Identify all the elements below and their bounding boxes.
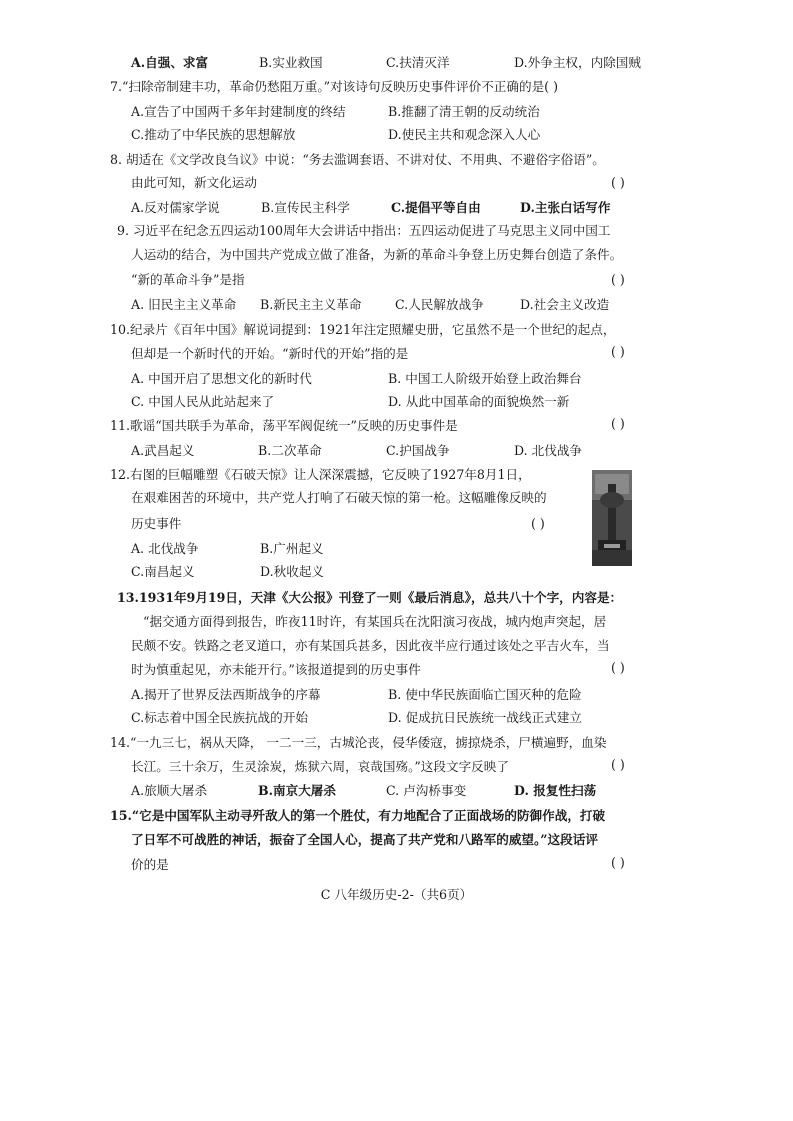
- q8-stem-line1: 8. 胡适在《文学改良刍议》中说：“务去滥调套语、不讲对仗、不用典、不避俗字俗语”。: [110, 152, 605, 167]
- q14-option-b[interactable]: B.南京大屠杀: [258, 783, 336, 798]
- q12-answer-paren[interactable]: ( ): [531, 516, 545, 531]
- q12-option-c[interactable]: C.南昌起义: [131, 564, 195, 579]
- q6-option-c[interactable]: C.扶清灭洋: [386, 55, 450, 70]
- q9-option-a[interactable]: A. 旧民主主义革命: [131, 297, 237, 312]
- sculpture-image: [592, 470, 632, 566]
- q13-option-b[interactable]: B. 使中华民族面临亡国灭种的危险: [388, 687, 582, 702]
- q13-answer-paren[interactable]: ( ): [611, 660, 625, 675]
- q7-option-d[interactable]: D.使民主共和观念深入人心: [388, 127, 541, 142]
- q8-option-a[interactable]: A.反对儒家学说: [131, 200, 220, 215]
- q11-answer-paren[interactable]: ( ): [611, 416, 625, 431]
- q6-option-d[interactable]: D.外争主权，内除国贼: [514, 55, 641, 70]
- q14-answer-paren[interactable]: ( ): [611, 757, 625, 772]
- q13-option-c[interactable]: C.标志着中国全民族抗战的开始: [131, 710, 308, 725]
- q9-stem-line1: 9. 习近平在纪念五四运动100周年大会讲话中指出：五四运动促进了马克思主义同中国工: [117, 223, 611, 238]
- q13-stem-line2: “据交通方面得到报告，昨夜11时许，有某国兵在沈阳演习夜战，城内炮声突起，居: [143, 614, 607, 629]
- q14-option-c[interactable]: C. 卢沟桥事变: [386, 783, 467, 798]
- q9-stem-line3: “新的革命斗争”是指: [131, 272, 245, 287]
- q7-option-b[interactable]: B.推翻了清王朝的反动统治: [388, 104, 540, 119]
- q6-option-b[interactable]: B.实业救国: [259, 55, 323, 70]
- q6-option-a[interactable]: A.自强、求富: [131, 55, 209, 70]
- q11-option-a[interactable]: A.武昌起义: [131, 443, 195, 458]
- q12-stem-line2: 在艰难困苦的环境中，共产党人打响了石破天惊的第一枪。这幅雕像反映的: [131, 490, 547, 505]
- q8-option-b[interactable]: B.宣传民主科学: [261, 200, 350, 215]
- q14-stem-line2: 长江。三十余万，生灵涂炭，炼狱六周，哀哉国殇。”这段文字反映了: [131, 759, 509, 774]
- q14-option-a[interactable]: A.旅顺大屠杀: [131, 783, 208, 798]
- q10-option-d[interactable]: D. 从此中国革命的面貌焕然一新: [388, 394, 570, 409]
- q12-stem-line3: 历史事件: [131, 516, 182, 531]
- q11-stem: 11.歌谣“国共联手为革命，荡平军阀促统一”反映的历史事件是: [110, 418, 458, 433]
- q11-option-b[interactable]: B.二次革命: [258, 443, 322, 458]
- q8-stem-line2: 由此可知，新文化运动: [131, 175, 257, 190]
- q10-option-c[interactable]: C. 中国人民从此站起来了: [131, 394, 275, 409]
- q9-answer-paren[interactable]: ( ): [611, 272, 625, 287]
- q12-option-b[interactable]: B.广州起义: [260, 541, 324, 556]
- q10-option-a[interactable]: A. 中国开启了思想文化的新时代: [131, 371, 312, 386]
- q8-option-c[interactable]: C.提倡平等自由: [391, 200, 481, 215]
- q8-answer-paren[interactable]: ( ): [611, 175, 625, 190]
- q15-stem-line3: 价的是: [131, 857, 169, 872]
- q12-option-d[interactable]: D.秋收起义: [260, 564, 325, 579]
- q10-answer-paren[interactable]: ( ): [611, 344, 625, 359]
- q15-answer-paren[interactable]: ( ): [611, 855, 625, 870]
- q15-stem-line2: 了日军不可战胜的神话，振奋了全国人心，提高了共产党和八路军的威望。”这段话评: [131, 832, 598, 847]
- q13-stem-line3: 民颇不安。铁路之老叉道口，亦有某国兵甚多，因此夜半应行通过该处之平吉火车，当: [131, 638, 610, 653]
- q13-stem-line4: 时为慎重起见，亦未能开行。”该报道提到的历史事件: [131, 662, 421, 677]
- q9-option-c[interactable]: C.人民解放战争: [395, 297, 484, 312]
- q9-stem-line2: 人运动的结合，为中国共产党成立做了准备，为新的革命斗争登上历史舞台创造了条件。: [131, 247, 623, 262]
- q7-option-a[interactable]: A.宣告了中国两千多年封建制度的终结: [131, 104, 346, 119]
- q7-stem: 7.“扫除帝制建丰功，革命仍愁阻万重。”对该诗句反映历史事件评价不正确的是( ): [110, 79, 559, 94]
- q14-stem-line1: 14.“一九三七，祸从天降， 一二一三，古城沦丧，侵华倭寇，掳掠烧杀，尸横遍野，血染: [110, 735, 607, 750]
- q13-stem-line1: 13.1931年9月19日，天津《大公报》刊登了一则《最后消息》，总共八十个字，内容是：: [117, 590, 623, 605]
- page-footer: C 八年级历史-2-（共6页）: [320, 887, 473, 902]
- q11-option-d[interactable]: D. 北伐战争: [514, 443, 583, 458]
- q12-option-a[interactable]: A. 北伐战争: [131, 541, 199, 556]
- q12-stem-line1: 12.右图的巨幅雕塑《石破天惊》让人深深震撼，它反映了1927年8月1日，: [110, 467, 531, 482]
- q10-option-b[interactable]: B. 中国工人阶级开始登上政治舞台: [388, 371, 582, 386]
- q14-option-d[interactable]: D. 报复性扫荡: [514, 783, 597, 798]
- q8-option-d[interactable]: D.主张白话写作: [520, 200, 611, 215]
- q13-option-d[interactable]: D. 促成抗日民族统一战线正式建立: [388, 710, 582, 725]
- q7-option-c[interactable]: C.推动了中华民族的思想解放: [131, 127, 296, 142]
- q10-stem-line2: 但却是一个新时代的开始。“新时代的开始”指的是: [131, 346, 409, 361]
- q11-option-c[interactable]: C.护国战争: [386, 443, 450, 458]
- q10-stem-line1: 10.纪录片《百年中国》解说词提到：1921年注定照耀史册，它虽然不是一个世纪的起点，: [110, 322, 616, 337]
- q9-option-b[interactable]: B.新民主主义革命: [260, 297, 362, 312]
- q13-option-a[interactable]: A.揭开了世界反法西斯战争的序幕: [131, 687, 321, 702]
- q9-option-d[interactable]: D.社会主义改造: [520, 297, 610, 312]
- q15-stem-line1: 15.“它是中国军队主动寻歼敌人的第一个胜仗，有力地配合了正面战场的防御作战，打破: [110, 808, 606, 823]
